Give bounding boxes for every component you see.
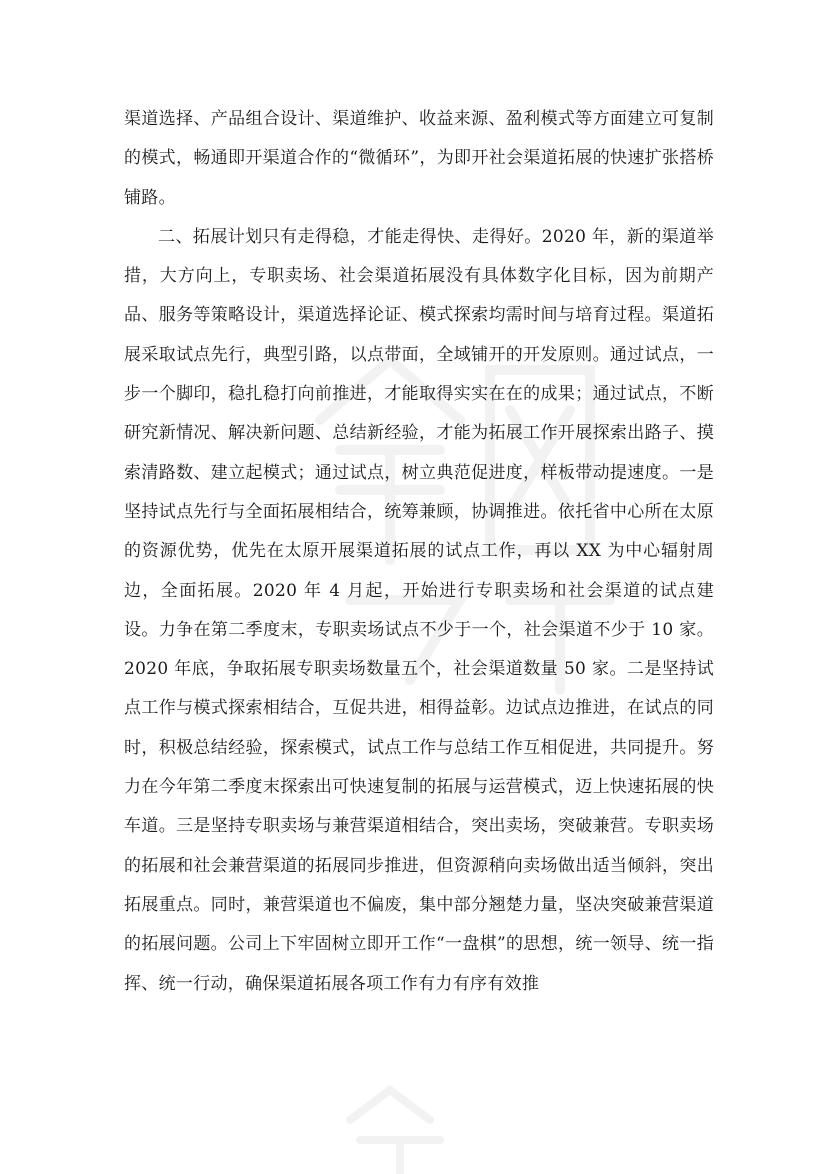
- paragraph-2: 二、拓展计划只有走得稳，才能走得快、走得好。2020 年，新的渠道举措，大方向上，专职卖场、社会渠道拓展没有具体数字化目标，因为前期产品、服务等策略设计，渠道选择论证、模式探索均需时间与培育过程。渠道拓展采取试点先行，典型引路，以点带面，全域铺开的开发原则。通过试点，一步一个脚印，稳扎稳打向前推进，才能取得实实在在的成果；通过试点，不断研究新情况、解决新问题、总结新经验，才能为拓展工作开展探索出路子、摸索清路数、建立起模式；通过试点，树立典范促进度，样板带动提速度。一是坚持试点先行与全面拓展相结合，统筹兼顾，协调推进。依托省中心所在太原的资源优势，优先在太原开展渠道拓展的试点工作，再以 XX 为中心辐射周边，全面拓展。2020 年 4 月起，开始进行专职卖场和社会渠道的试点建设。力争在第二季度末，专职卖场试点不少于一个，社会渠道不少于 10 家。2020 年底，争取拓展专职卖场数量五个，社会渠道数量 50 家。二是坚持试点工作与模式探索相结合，互促共进，相得益彰。边试点边推进，在试点的同时，积极总结经验，探索模式，试点工作与总结工作互相促进，共同提升。努力在今年第二季度末探索出可快速复制的拓展与运营模式，迈上快速拓展的快车道。三是坚持专职卖场与兼营渠道相结合，突出卖场，突破兼营。专职卖场的拓展和社会兼营渠道的拓展同步推进，但资源稍向卖场做出适当倾斜，突出拓展重点。同时，兼营渠道也不偏废，集中部分翘楚力量，坚决突破兼营渠道的拓展问题。公司上下牢固树立即开工作“一盘棋”的思想，统一领导、统一指挥、统一行动，确保渠道拓展各项工作有力有序有效推: [124, 226, 714, 994]
- watermark-bottom-graphic: [330, 1080, 470, 1174]
- document-body: [124, 100, 714, 1004]
- paragraph-1: 渠道选择、产品组合设计、渠道维护、收益来源、盈利模式等方面建立可复制的模式，畅通即开渠道合作的“微循环”，为即开社会渠道拓展的快速扩张搭桥铺路。: [124, 109, 714, 208]
